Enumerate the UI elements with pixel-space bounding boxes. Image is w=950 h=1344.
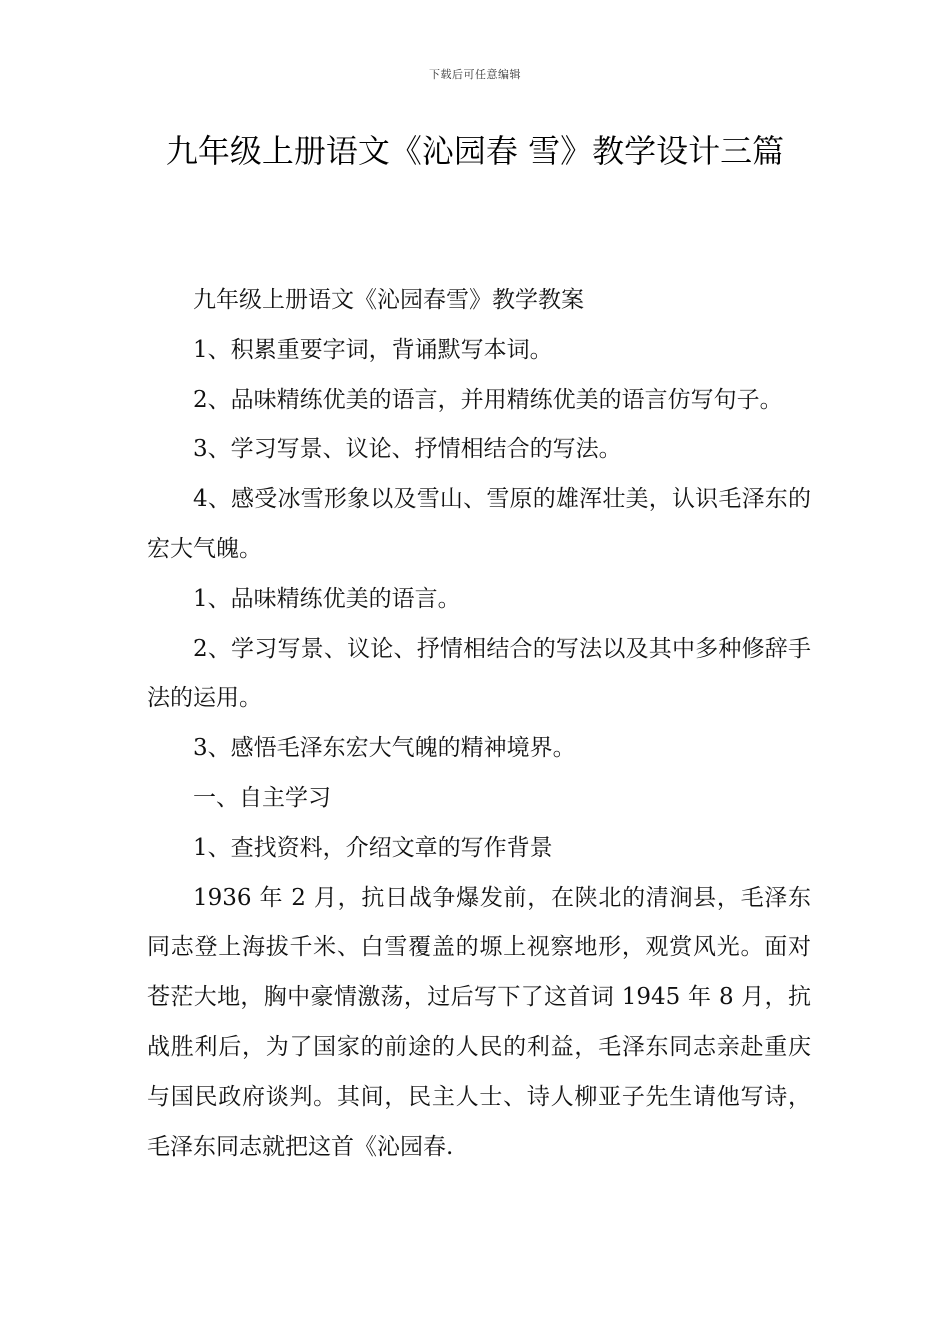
paragraph-background: 1936 年 2 月，抗日战争爆发前，在陕北的清涧县，毛泽东同志登上海拔千米、白雪覆盖的塬上视察地形，观赏风光。面对苍茫大地，胸中豪情激荡，过后写下了这首词 1945 年 8 月，抗战胜利后，为了国家的前途的人民的利益，毛泽东同志亲赴重庆与国民政府谈判。其间，民主人士、诗人柳亚子先生请他写诗，毛泽东同志就把这首《沁园春. <box>147 884 811 1160</box>
paragraph-goal-2: 2、品味精练优美的语言，并用精练优美的语言仿写句子。 <box>193 386 783 413</box>
paragraph-key-point-1: 1、品味精练优美的语言。 <box>193 585 461 612</box>
section-heading-self-study: 一、自主学习 <box>193 784 331 811</box>
document-title: 九年级上册语文《沁园春 雪》教学设计三篇 <box>165 132 785 170</box>
paragraph-goal-4: 4、感受冰雪形象以及雪山、雪原的雄浑壮美，认识毛泽东的宏大气魄。 <box>147 486 811 562</box>
header-note: 下载后可任意编辑 <box>429 68 521 81</box>
paragraph-lesson-title: 九年级上册语文《沁园春雪》教学教案 <box>193 287 584 313</box>
paragraph-key-point-3: 3、感悟毛泽东宏大气魄的精神境界。 <box>193 735 576 762</box>
paragraph-task-1: 1、查找资料，介绍文章的写作背景 <box>193 834 553 861</box>
paragraph-goal-3: 3、学习写景、议论、抒情相结合的写法。 <box>193 436 622 463</box>
document-body <box>147 276 811 1172</box>
paragraph-goal-1: 1、积累重要字词，背诵默写本词。 <box>193 336 553 363</box>
paragraph-key-point-2: 2、学习写景、议论、抒情相结合的写法以及其中多种修辞手法的运用。 <box>147 635 811 712</box>
